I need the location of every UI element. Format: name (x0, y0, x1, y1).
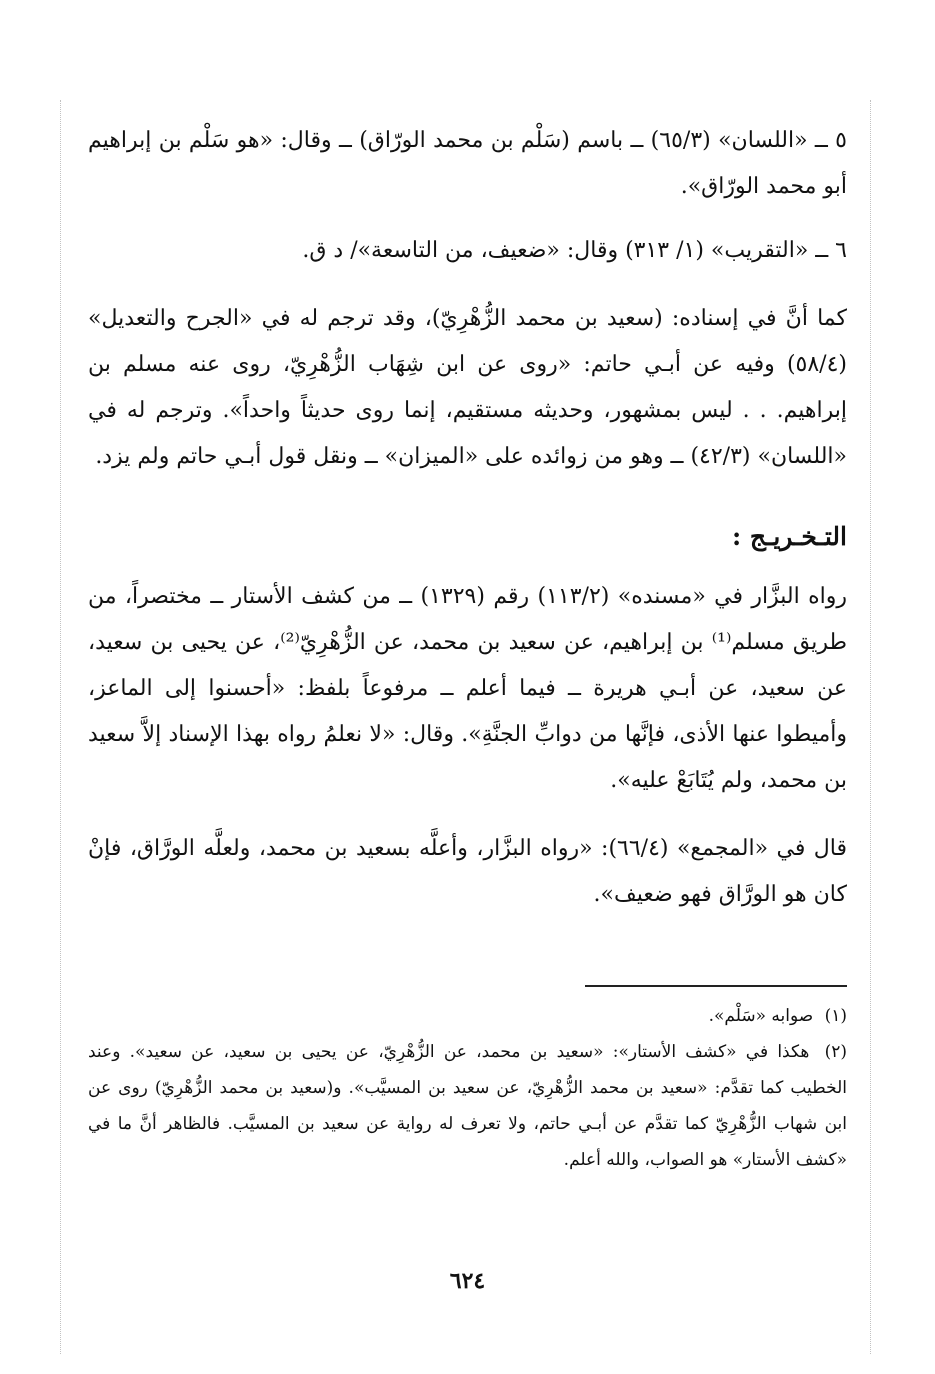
paragraph-takhrij: رواه البزَّار في «مسنده» (١١٣/٢) رقم (١٣٢٩) ــ من كشف الأستار ــ مختصراً، من طريق مسلم⁽¹⁾ بن إبراهيم، عن سعيد بن محمد، عن الزُّهْرِيّ⁽²⁾، عن يحيى بن سعيد، عن سعيد، عن أبـي هريرة ــ فيما أعلم ــ مرفوعاً بلفظ: «أحسنوا إلى الماعز، وأميطوا عنها الأذى، فإنَّها من دوابِّ الجنَّةِ». وقال: «لا نعلمُ رواه بهذا الإسناد إلاَّ سعيد بن محمد، ولم يُتَابَعْ عليه». (88, 584, 848, 793)
paragraph-isnad: كما أنَّ في إسناده: (سعيد بن محمد الزُّهْرِيّ)، وقد ترجم له في «الجرح والتعديل» (٥٨/٤) وفيه عن أبـي حاتم: «روى عن ابن شِهَاب الزُّهْرِيّ، روى عنه مسلم بن إبراهيم. . . ليس بمشهور، وحديثه مستقيم، إنما روى حديثاً واحداً». وترجم له في «اللسان» (٤٢/٣) ــ وهو من زوائده على «الميزان» ــ ونقل قول أبـي حاتم ولم يزد. (88, 306, 847, 469)
paragraph-majma: قال في «المجمع» (٦٦/٤): «رواه البزَّار، وأعلَّه بسعيد بن محمد، ولعلَّه الورَّاق، فإنْ كان هو الورَّاق فهو ضعيف». (88, 836, 848, 907)
scan-margin-right (870, 100, 871, 1354)
footnote-2 (88, 1034, 847, 1178)
reference-item-5: ٥ ــ «اللسان» (٦٥/٣) ــ باسم (سَلْم بن محمد الورّاق) ــ وقال: «هو سَلْم بن إبراهيم أبو محمد الورّاق». (88, 128, 847, 199)
section-heading-takhrij: التـخـريـج : (731, 522, 847, 551)
footnote-1 (88, 998, 847, 1034)
scan-margin-left (60, 100, 61, 1354)
footnote-text: هكذا في «كشف الأستار»: «سعيد بن محمد، عن الزُّهْرِيّ، عن يحيى بن سعيد، عن سعيد». وعند الخطيب كما تقدَّم: «سعيد بن محمد الزُّهْرِيّ، عن سعيد بن المسيَّب». و(سعيد بن محمد الزُّهْرِيّ) روى عن ابن شهاب الزُّهْرِيّ كما تقدَّم عن أبـي حاتم، ولا تعرف له رواية عن سعيد بن المسيَّب. فالظاهر أنَّ ما في «كشف الأستار» هو الصواب، والله أعلم. (88, 1042, 847, 1170)
footnote-number: (٢) (824, 1042, 848, 1062)
footnote-separator (585, 985, 847, 987)
main-text (88, 118, 847, 918)
footnote-number: (١) (824, 1006, 847, 1026)
reference-item-6: ٦ ــ «التقريب» (١/ ٣١٣) وقال: «ضعيف، من التاسعة»/ د ق. (302, 238, 847, 263)
footnotes (88, 998, 847, 1178)
footnote-text: صوابه «سَلْم». (708, 1006, 814, 1026)
page-number: ٦٢٤ (449, 1268, 486, 1294)
